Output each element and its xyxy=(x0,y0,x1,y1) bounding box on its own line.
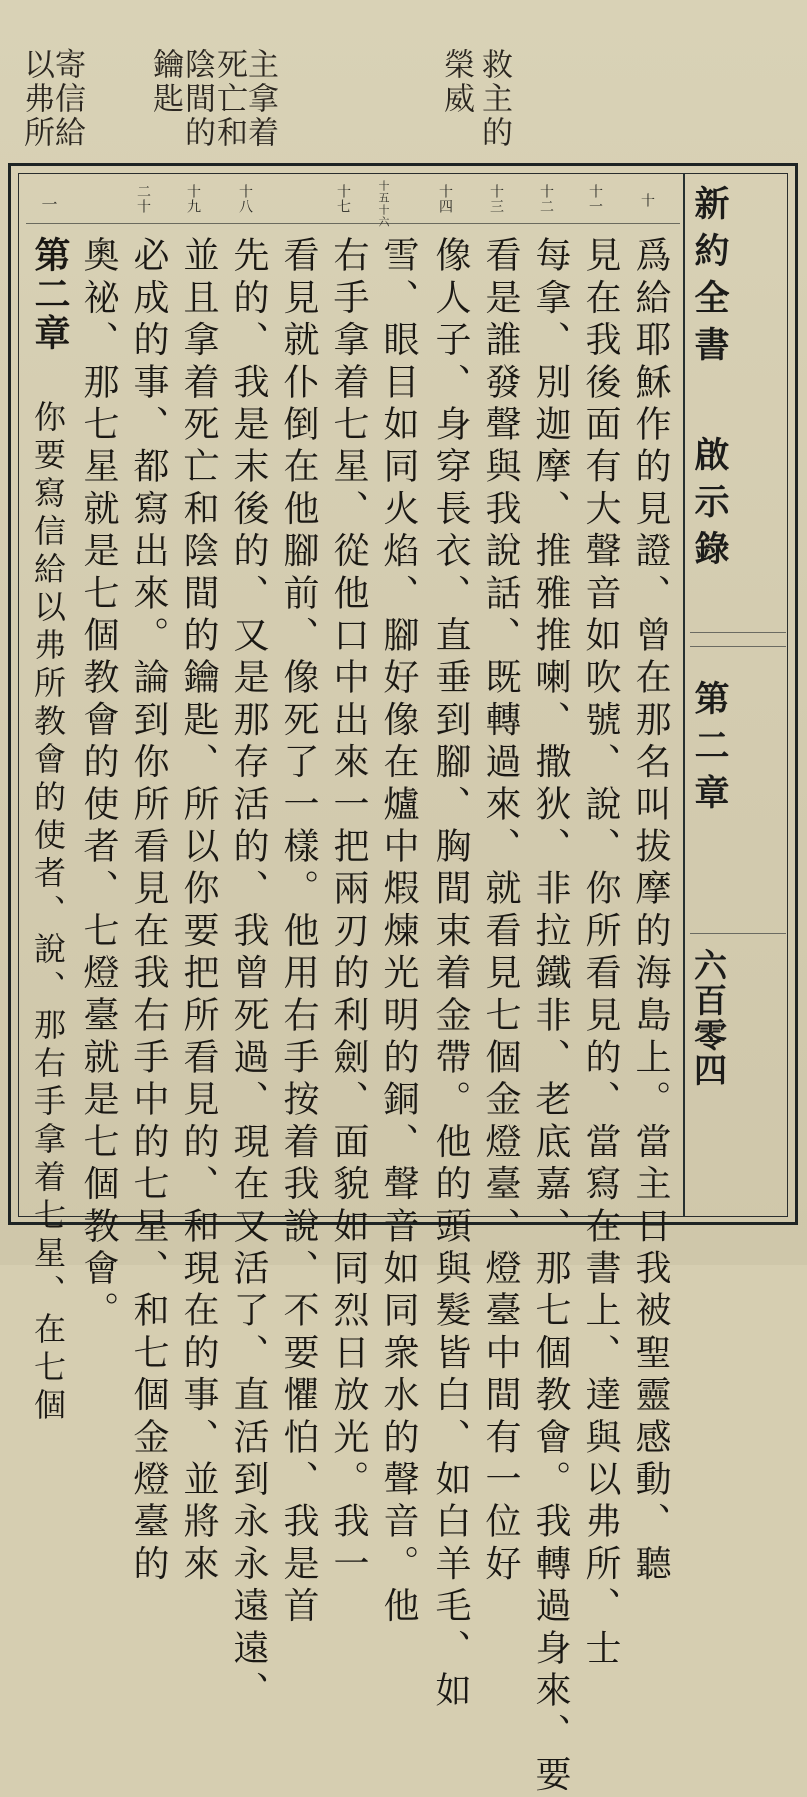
page-number: 六百零四 xyxy=(689,948,728,1088)
text-column: 每拿、別迦摩、推雅推喇、撒狄、非拉鐵非、老底嘉、那七個教會。我轉過身來、要 xyxy=(530,236,571,1797)
text-column: 見在我後面有大聲音如吹號、說、你所看見的、當寫在書上、達與以弗所、士 xyxy=(580,236,621,1671)
verse-number-15-16: 十五十六 xyxy=(377,180,390,228)
verse-number-11: 十一 xyxy=(587,184,603,214)
verse-number-14: 十四 xyxy=(437,184,453,214)
chapter-heading: 第二章 xyxy=(29,236,71,353)
text-column: 奧祕、那七星就是七個教會的使者、七燈臺就是七個教會。 xyxy=(78,236,119,1334)
header-note-right-1: 救主的 xyxy=(476,48,512,150)
sidebar-break-lower xyxy=(690,933,786,934)
verse-number-13: 十三 xyxy=(488,184,504,214)
verse-number-18: 十八 xyxy=(237,184,253,214)
book-title: 新約全書 xyxy=(689,185,730,373)
text-column: 看見就仆倒在他腳前、像死了一樣。他用右手按着我說、不要懼怕、我是首 xyxy=(278,236,319,1629)
text-column: 雪、眼目如同火焰、腳好像在爐中煆煉光明的銅、聲音如同衆水的聲音。他 xyxy=(378,236,419,1629)
text-column: 先的、我是末後的、又是那存活的、我曾死過、現在又活了、直活到永永遠遠、 xyxy=(228,236,269,1713)
header-note-middle-2: 死亡和 xyxy=(211,48,247,150)
header-note-middle-1: 主拿着 xyxy=(242,48,278,150)
text-column: 爲給耶穌作的見證、曾在那名叫拔摩的海島上。當主日我被聖靈感動、聽 xyxy=(630,236,671,1587)
chapter-2-first-column: 你要寫信給以弗所教會的使者、說、那右手拿着七星、在七個 xyxy=(29,400,67,1426)
header-note-middle-4: 鑰匙 xyxy=(147,48,183,116)
sidebar-break-upper-2 xyxy=(690,646,786,647)
text-column: 像人子、身穿長衣、直垂到腳、胸間束着金帶。他的頭與髮皆白、如白羊毛、如 xyxy=(430,236,471,1713)
header-note-right-2: 榮威 xyxy=(438,48,474,116)
text-column: 必成的事、都寫出來。論到你所看見在我右手中的七星、和七個金燈臺的 xyxy=(128,236,169,1587)
verse-number-ch2-1: 一 xyxy=(39,196,58,213)
sidebar-break-upper xyxy=(690,632,786,633)
header-note-left-2: 以弗所 xyxy=(18,48,54,150)
verse-number-12: 十二 xyxy=(538,184,554,214)
verse-number-20: 二十 xyxy=(135,184,151,214)
book-name: 啟示錄 xyxy=(689,436,730,577)
verse-number-rule xyxy=(26,223,680,224)
verse-number-19: 十九 xyxy=(185,184,201,214)
text-column: 右手拿着七星、從他口中出來一把兩刃的利劍、面貌如同烈日放光。我一 xyxy=(328,236,369,1587)
verse-number-10: 十 xyxy=(639,193,655,208)
header-note-left-1: 寄信給 xyxy=(49,48,85,150)
text-column: 並且拿着死亡和陰間的鑰匙、所以你要把所看見的、和現在的事、並將來 xyxy=(178,236,219,1587)
text-column: 看是誰發聲與我說話、既轉過來、就看見七個金燈臺、燈臺中間有一位好 xyxy=(480,236,521,1587)
verse-number-17: 十七 xyxy=(335,184,351,214)
sidebar-chapter-label: 第二章 xyxy=(689,680,730,821)
sidebar-divider xyxy=(683,173,685,1217)
header-note-middle-3: 陰間的 xyxy=(179,48,215,150)
